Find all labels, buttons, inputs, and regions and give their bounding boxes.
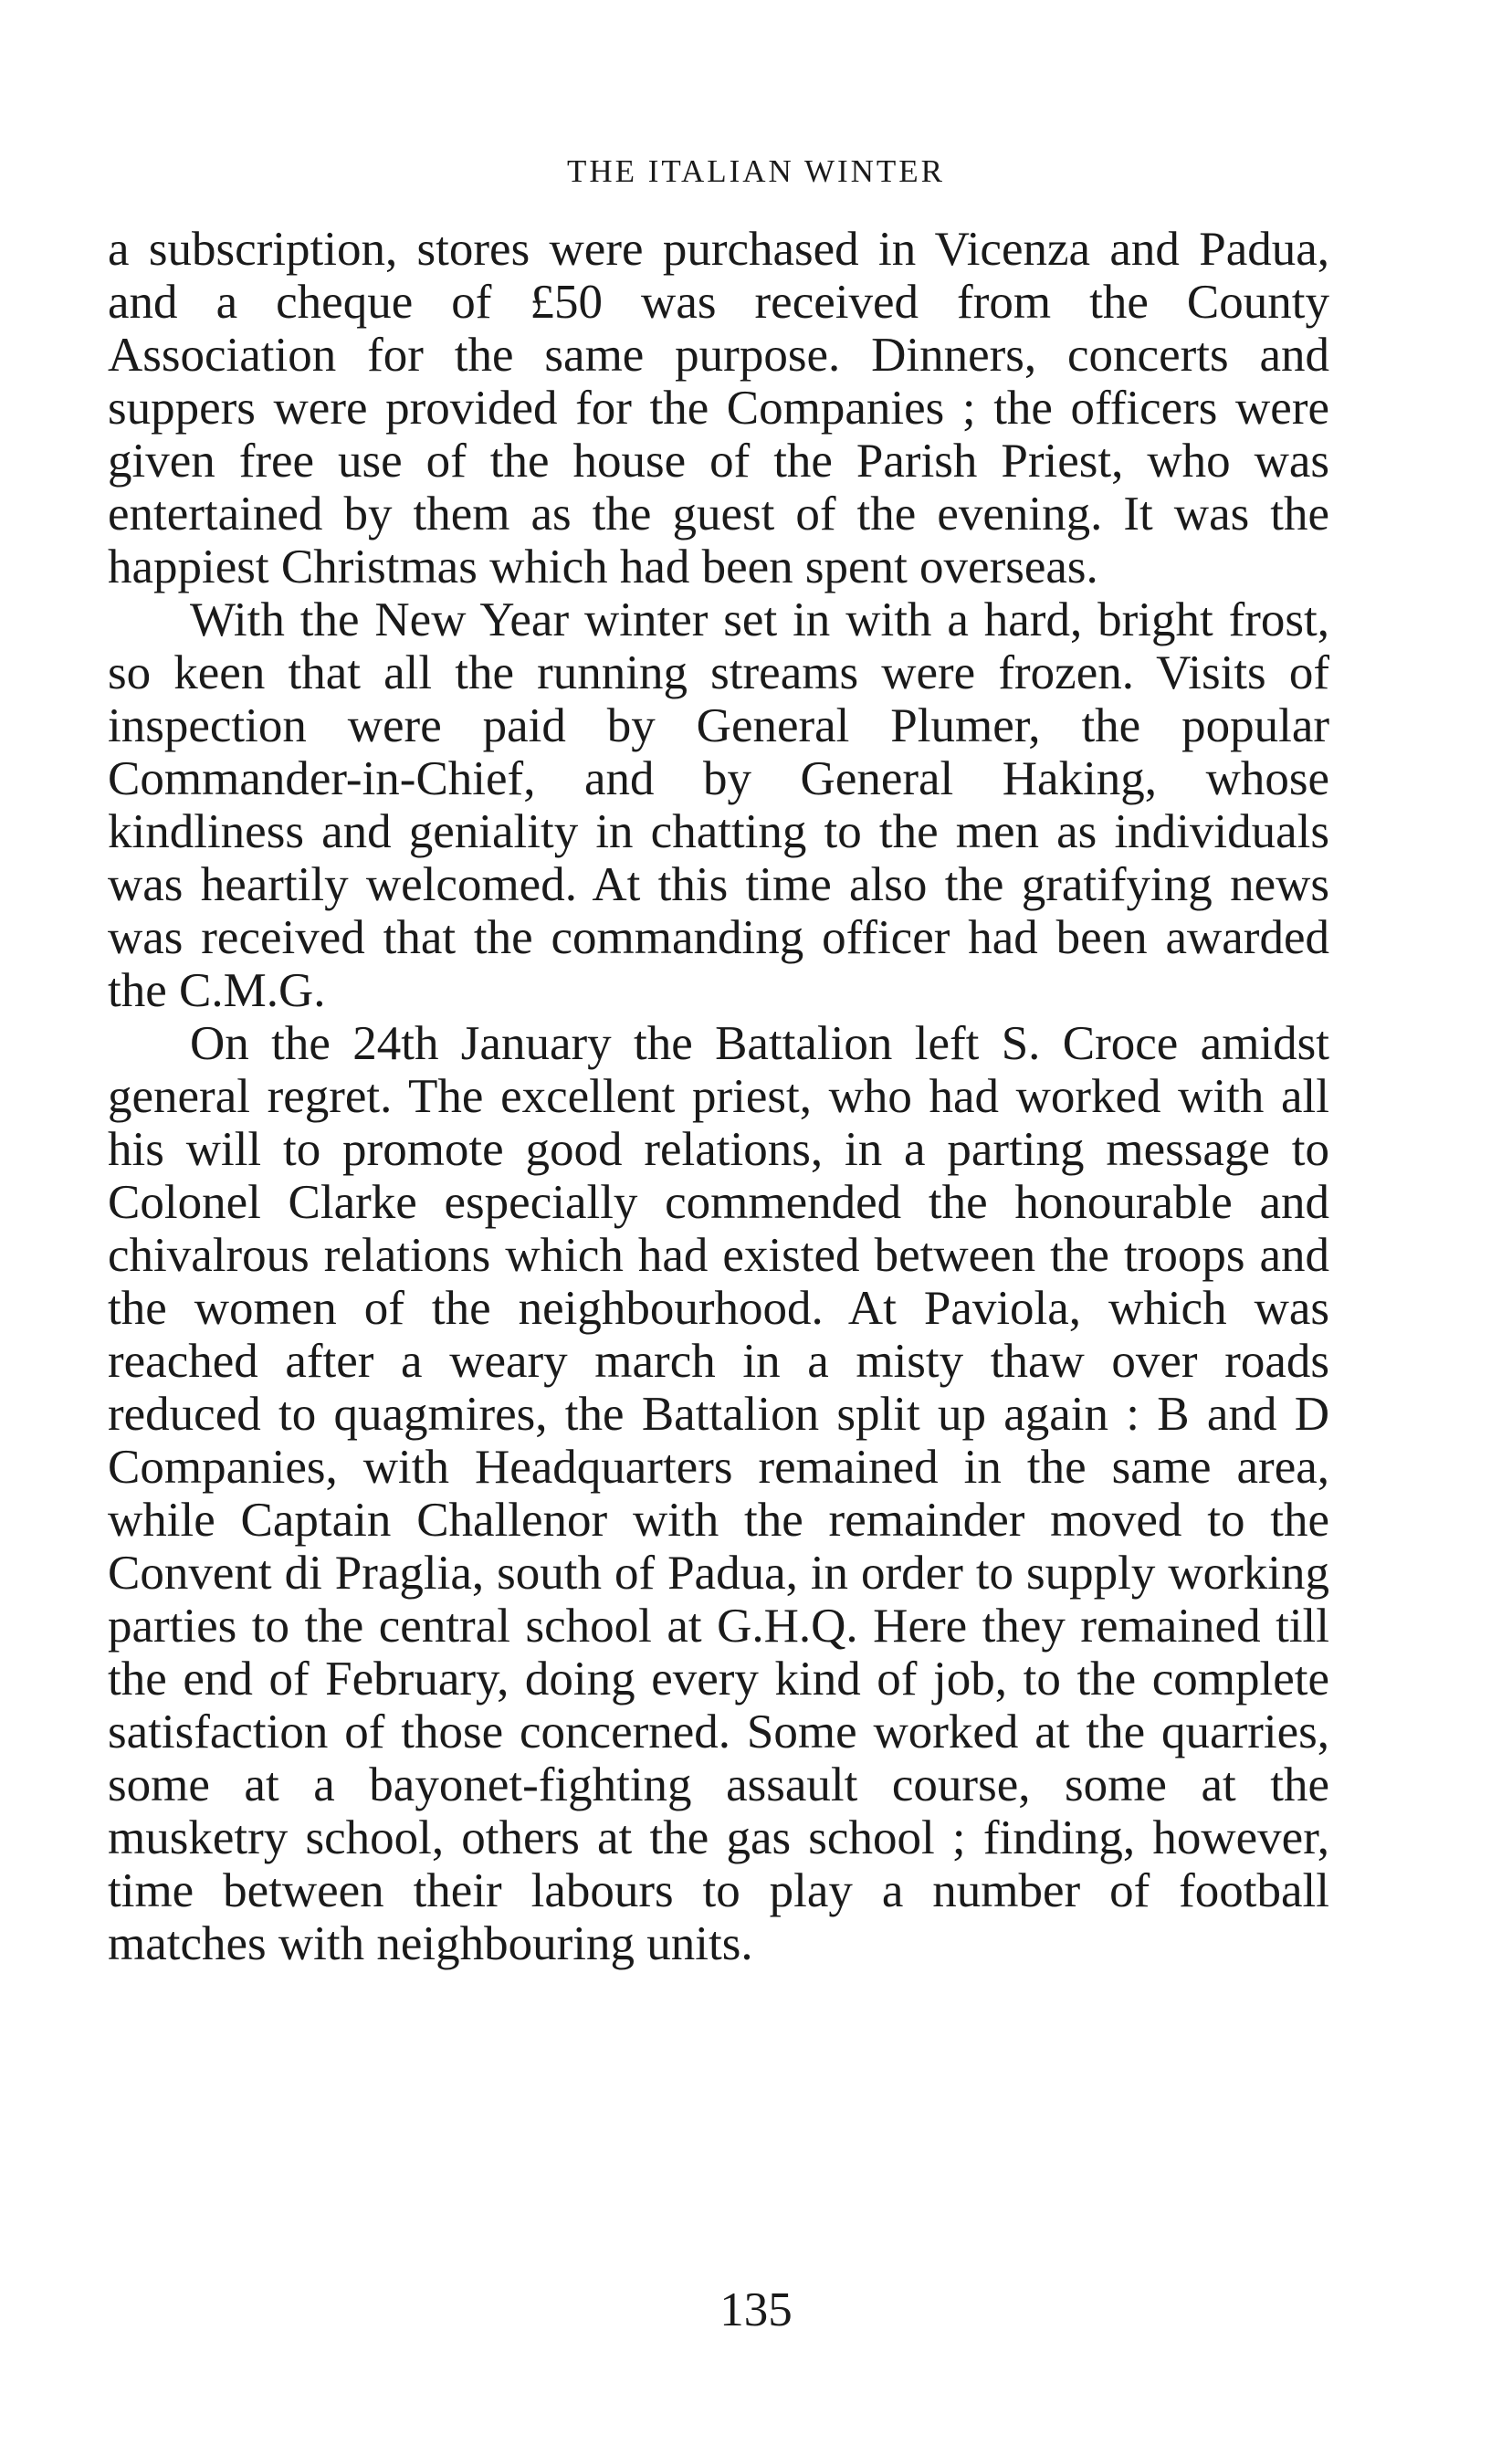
running-head: THE ITALIAN WINTER [566,153,946,189]
page-number: 135 [719,2283,793,2336]
paragraph-continued: a subscription, stores were purchased in Vicenza and Padua, and a cheque of £50 was received from the County Association for the same purpose. Dinners, concerts and suppers were provided for the Companies ; the officers were given free use of the house of the Parish Priest, who was entertained by them as the guest of the evening. It was the happiest Christmas which had been spent overseas. [108,223,1329,593]
paragraph-new-year: With the New Year winter set in with a hard, bright frost, so keen that all the running streams were frozen. Visits of inspection were paid by General Plumer, the popular Commander-in-Chief, and by General Haking, whose kindliness and geniality in chatting to the men as individuals was heartily welcomed. At this time also the gratifying news was received that the commanding officer had been awarded the C.M.G. [108,593,1329,1017]
paragraph-january: On the 24th January the Battalion left S. Croce amidst general regret. The excellent priest, who had worked with all his will to promote good relations, in a parting message to Colonel Clarke especially commended the honourable and chivalrous relations which had existed between the troops and the women of the neighbourhood. At Paviola, which was reached after a weary march in a misty thaw over roads reduced to quagmires, the Battalion split up again : B and D Companies, with Headquarters remained in the same area, while Captain Challenor with the remainder moved to the Convent di Praglia, south of Padua, in order to supply working parties to the central school at G.H.Q. Here they remained till the end of February, doing every kind of job, to the complete satisfaction of those concerned. Some worked at the quarries, some at a bayonet-fighting assault course, some at the musketry school, others at the gas school ; finding, however, time between their labours to play a number of football matches with neighbouring units. [108,1017,1329,1970]
body-text [108,223,1329,1970]
